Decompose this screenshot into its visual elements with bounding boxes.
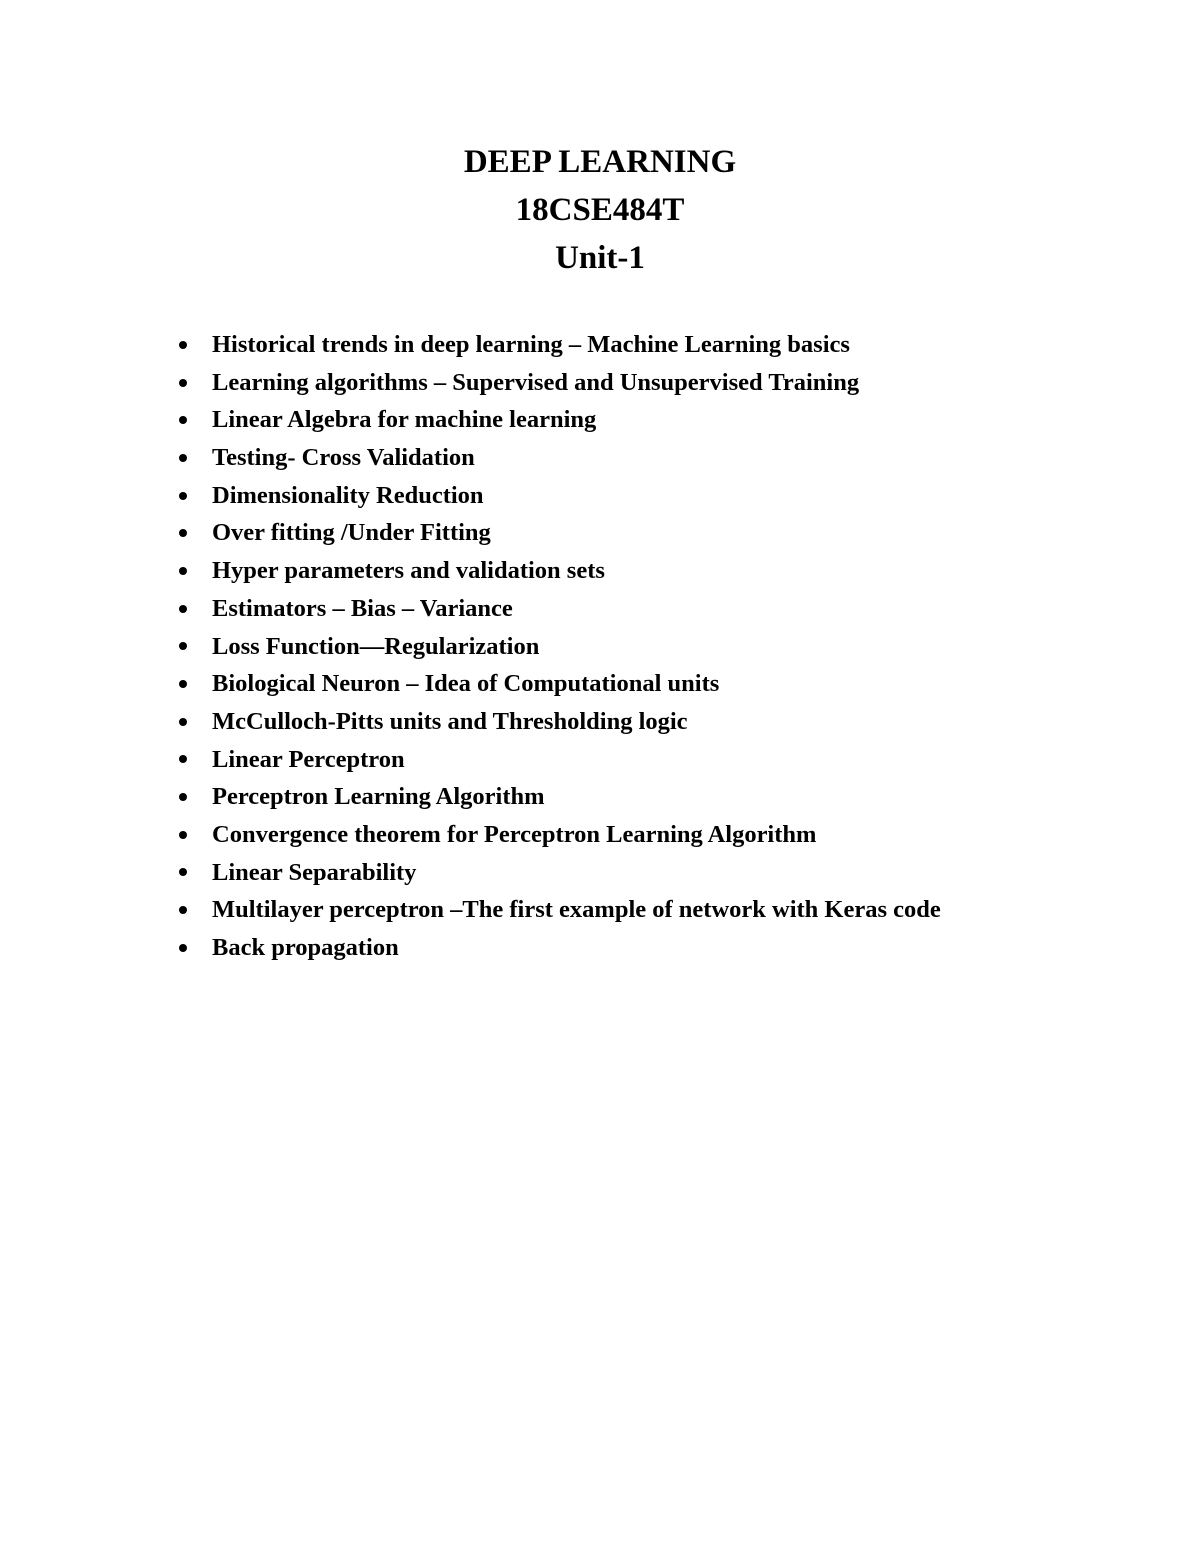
list-item — [176, 326, 941, 364]
bullet-icon — [179, 605, 187, 613]
list-item — [176, 401, 941, 439]
topic-text: Over fitting /Under Fitting — [212, 519, 491, 547]
topic-text: Back propagation — [212, 934, 399, 961]
topic-text: Linear Separability — [212, 858, 417, 886]
list-item — [176, 741, 941, 779]
bullet-icon — [179, 642, 187, 650]
list-item — [176, 590, 941, 628]
unit-label: Unit-1 — [555, 240, 645, 276]
list-item — [176, 628, 941, 666]
list-item — [176, 816, 941, 854]
list-item — [176, 891, 941, 929]
course-code: 18CSE484T — [515, 192, 685, 228]
topic-text: Estimators – Bias – Variance — [212, 594, 513, 622]
bullet-icon — [179, 793, 187, 801]
bullet-icon — [179, 529, 187, 537]
title-block — [0, 138, 1200, 282]
list-item — [176, 854, 941, 892]
bullet-icon — [179, 416, 187, 424]
bullet-icon — [179, 906, 187, 914]
list-item — [176, 439, 941, 477]
list-item — [176, 665, 941, 703]
topic-text: Testing- Cross Validation — [212, 444, 475, 472]
bullet-icon — [179, 831, 187, 839]
topic-text: Dimensionality Reduction — [212, 481, 484, 509]
bullet-icon — [179, 341, 187, 349]
topic-text: Perceptron Learning Algorithm — [212, 783, 545, 811]
list-item — [176, 929, 941, 967]
topic-text: Biological Neuron – Idea of Computational units — [212, 670, 720, 698]
list-item — [176, 514, 941, 552]
list-item — [176, 477, 941, 515]
topic-text: Linear Algebra for machine learning — [212, 406, 597, 434]
topic-text: Multilayer perceptron –The first example of network with Keras code — [212, 896, 941, 924]
topic-text: Hyper parameters and validation sets — [212, 557, 605, 585]
topic-text: Historical trends in deep learning – Machine Learning basics — [212, 331, 850, 358]
bullet-icon — [179, 755, 187, 763]
list-item — [176, 778, 941, 816]
bullet-icon — [179, 944, 187, 952]
bullet-icon — [179, 868, 187, 876]
topic-text: Learning algorithms – Supervised and Unsupervised Training — [212, 368, 860, 396]
list-item — [176, 552, 941, 590]
topic-text: Convergence theorem for Perceptron Learning Algorithm — [212, 820, 817, 848]
document-title: DEEP LEARNING — [463, 144, 737, 180]
topic-text: McCulloch-Pitts units and Thresholding logic — [212, 707, 688, 735]
topic-text: Linear Perceptron — [212, 745, 405, 773]
bullet-icon — [179, 379, 187, 387]
bullet-icon — [179, 567, 187, 575]
bullet-icon — [179, 454, 187, 462]
list-item — [176, 703, 941, 741]
topic-text: Loss Function—Regularization — [212, 632, 540, 660]
bullet-icon — [179, 718, 187, 726]
bullet-icon — [179, 680, 187, 688]
list-item — [176, 364, 941, 402]
bullet-icon — [179, 492, 187, 500]
topic-list — [176, 326, 941, 967]
